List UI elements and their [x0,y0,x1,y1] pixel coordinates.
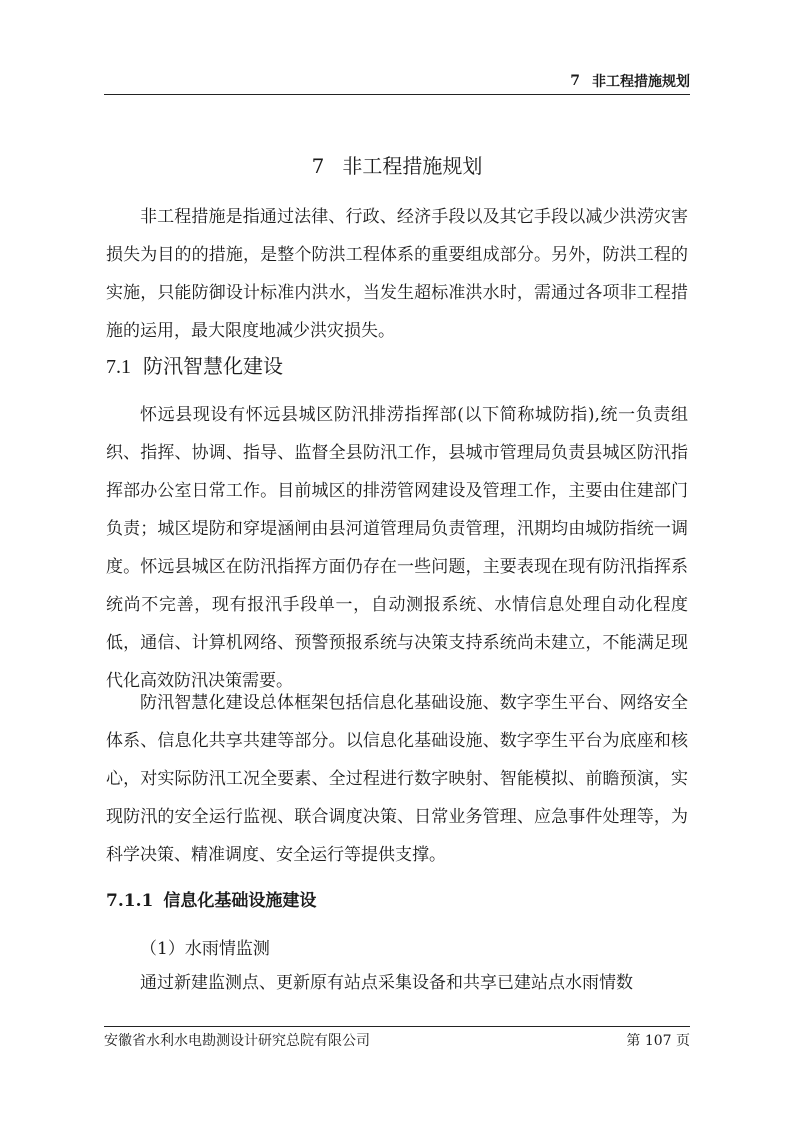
header-divider [104,94,690,95]
chapter-title-text: 非工程措施规划 [342,154,483,178]
section-title: 防汛智慧化建设 [143,354,283,378]
footer-organization: 安徽省水利水电勘测设计研究总院有限公司 [104,1033,370,1049]
header-chapter-title: 非工程措施规划 [592,74,690,90]
subsection-number: 7.1.1 [106,891,154,911]
chapter-number: 7 [311,154,325,178]
section-heading-7-1-1 [106,886,316,911]
header-chapter-number: 7 [570,73,580,89]
section-7-1-paragraph-2: 防汛智慧化建设总体框架包括信息化基础设施、数字孪生平台、网络安全体系、信息化共享共建等部分。以信息化基础设施、数字孪生平台为底座和核心，对实际防汛工况全要素、全过程进行数字映射、智能模拟、前瞻预演，实现防汛的安全运行监视、联合调度决策、日常业务管理、应急事件处理等，为科学决策、精准调度、安全运行等提供支撑。 [106,693,688,865]
chapter-title [0,150,794,179]
running-header [104,70,690,92]
section-number: 7.1 [106,356,131,378]
section-7-1-1-paragraph-1: 通过新建监测点、更新原有站点采集设备和共享已建站点水雨情数 [140,973,633,993]
subsection-title: 信息化基础设施建设 [163,891,317,911]
page-footer [104,1030,690,1050]
section-heading-7-1 [106,350,283,379]
page-number: 第 107 页 [626,1033,690,1049]
section-7-1-paragraph-1: 怀远县现设有怀远县城区防汛排涝指挥部(以下简称城防指),统一负责组织、指挥、协调、指导、监督全县防汛工作，县城市管理局负责县城区防汛指挥部办公室日常工作。目前城区的排涝管网建设及管理工作，主要由住建部门负责；城区堤防和穿堤涵闸由县河道管理局负责管理，汛期均由城防指统一调度。怀远县城区在防汛指挥方面仍存在一些问题，主要表现在现有防汛指挥系统尚不完善，现有报汛手段单一，自动测报系统、水情信息处理自动化程度低，通信、计算机网络、预警预报系统与决策支持系统尚未建立，不能满足现代化高效防汛决策需要。 [106,405,688,691]
footer-divider [104,1026,690,1027]
list-item-heading: （1）水雨情监测 [140,939,270,959]
intro-paragraph: 非工程措施是指通过法律、行政、经济手段以及其它手段以减少洪涝灾害损失为目的的措施，是整个防洪工程体系的重要组成部分。另外，防洪工程的实施，只能防御设计标准内洪水，当发生超标准洪水时，需通过各项非工程措施的运用，最大限度地减少洪灾损失。 [106,207,688,341]
